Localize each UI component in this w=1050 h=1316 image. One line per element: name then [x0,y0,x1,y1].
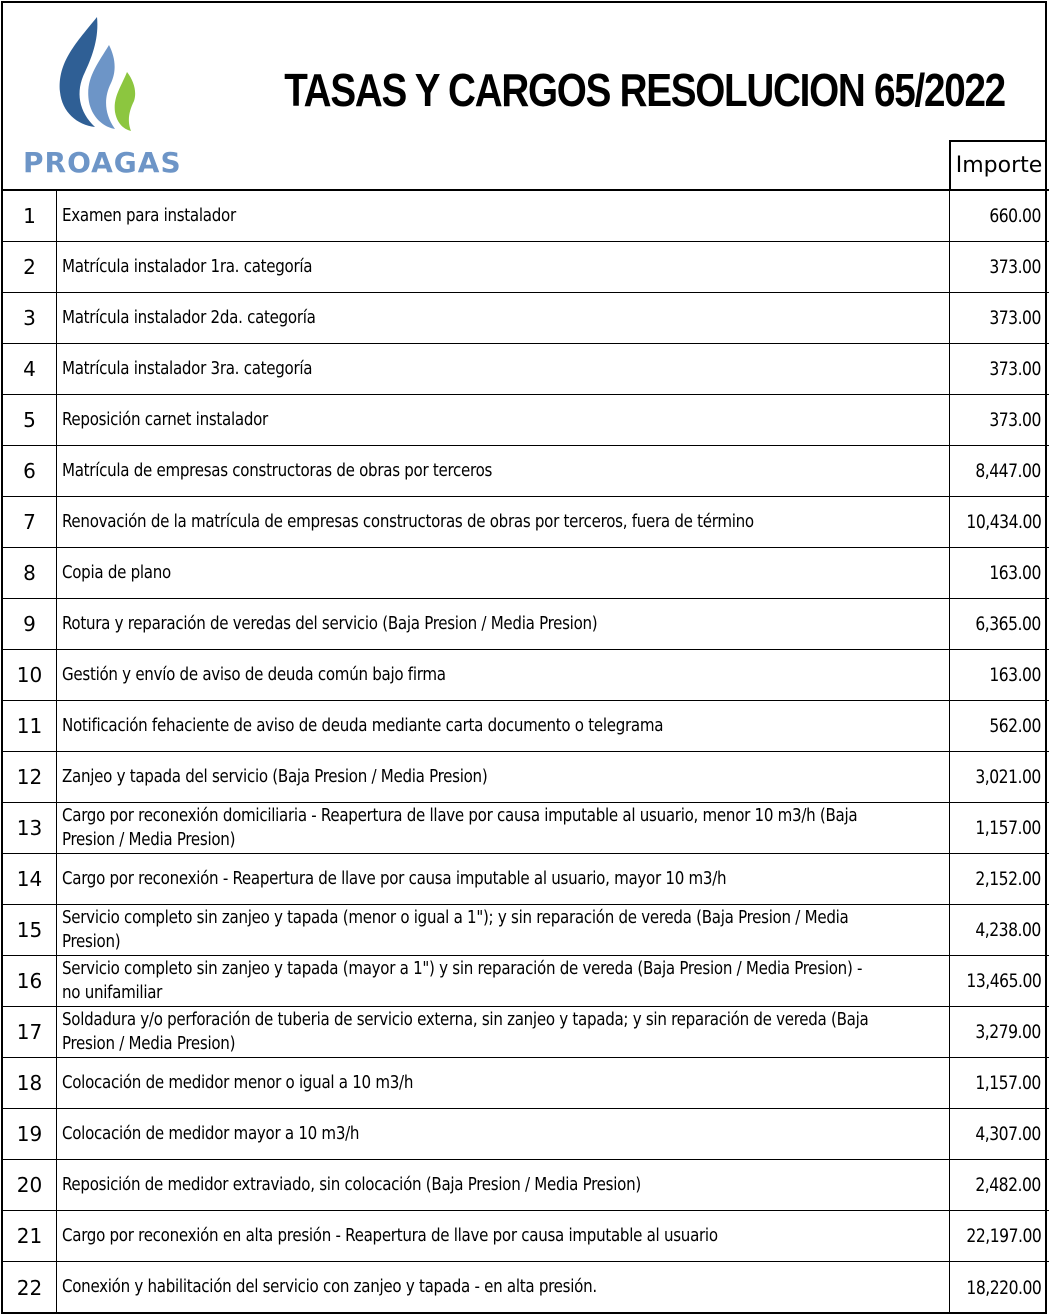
row-number: 6 [3,446,57,496]
row-description: Matrícula instalador 2da. categoría [62,306,316,328]
row-amount: 3,279.00 [975,1021,1041,1043]
table-row [3,548,1049,599]
row-description: Soldadura y/o perforación de tuberia de servicio externa, sin zanjeo y tapada; y sin reparación de vereda (Baja Presion / Media Presion) [62,1008,869,1054]
row-amount-cell [949,191,1049,241]
row-description-cell [62,293,942,343]
table-row [3,752,1049,803]
table-row [3,1211,1049,1262]
row-number: 1 [3,191,57,241]
row-description-cell [62,1262,942,1313]
table-row [3,446,1049,497]
row-description-cell [62,1109,942,1159]
sheet-header [3,3,1049,191]
rates-table [3,191,1049,1313]
row-amount-cell [949,650,1049,700]
row-description: Rotura y reparación de veredas del servicio (Baja Presion / Media Presion) [62,612,598,634]
row-description: Examen para instalador [62,204,236,226]
row-amount-cell [949,1058,1049,1108]
row-amount: 2,482.00 [975,1174,1041,1196]
row-amount: 373.00 [989,256,1041,278]
row-description-cell [62,905,942,955]
row-number: 7 [3,497,57,547]
row-amount: 18,220.00 [966,1276,1041,1299]
row-amount-cell [949,701,1049,751]
rates-sheet [1,1,1047,1314]
row-amount-cell [949,497,1049,547]
row-description-cell [62,650,942,700]
row-amount: 2,152.00 [975,868,1041,890]
table-row [3,803,1049,854]
row-description-cell [62,599,942,649]
row-number: 4 [3,344,57,394]
row-number: 14 [3,854,57,904]
table-row [3,1160,1049,1211]
row-description-cell [62,701,942,751]
row-amount-cell [949,1007,1049,1057]
table-row [3,242,1049,293]
row-amount-cell [949,956,1049,1006]
row-amount: 373.00 [989,358,1041,380]
row-description: Cargo por reconexión domiciliaria - Reapertura de llave por causa imputable al usuario, menor 10 m3/h (Baja Presion / Media Presion) [62,804,858,850]
row-description: Matrícula de empresas constructoras de obras por terceros [62,459,493,481]
row-description: Matrícula instalador 1ra. categoría [62,255,313,277]
row-number: 5 [3,395,57,445]
gas-flame-icon [57,17,157,142]
table-row [3,599,1049,650]
table-row [3,1058,1049,1109]
row-description-cell [62,956,942,1006]
table-row [3,344,1049,395]
row-amount: 3,021.00 [975,766,1041,788]
row-number: 10 [3,650,57,700]
row-description: Servicio completo sin zanjeo y tapada (mayor a 1") y sin reparación de vereda (Baja Presion / Media Presion) - no unifamiliar [62,957,863,1003]
row-number: 11 [3,701,57,751]
row-description-cell [62,1160,942,1210]
row-amount-cell [949,1160,1049,1210]
row-amount: 163.00 [989,664,1041,686]
row-amount-cell [949,599,1049,649]
row-amount-cell [949,344,1049,394]
row-amount: 562.00 [989,715,1041,737]
table-row [3,650,1049,701]
row-amount: 163.00 [989,562,1041,584]
row-amount-cell [949,242,1049,292]
table-row [3,293,1049,344]
row-number: 22 [3,1262,57,1313]
row-amount: 10,434.00 [966,511,1041,533]
row-number: 18 [3,1058,57,1108]
row-amount: 22,197.00 [966,1225,1041,1247]
row-number: 20 [3,1160,57,1210]
row-number: 19 [3,1109,57,1159]
row-amount-cell [949,446,1049,496]
row-description: Copia de plano [62,561,171,583]
row-description: Colocación de medidor menor o igual a 10 m3/h [62,1071,414,1093]
row-description-cell [62,1058,942,1108]
row-number: 9 [3,599,57,649]
row-amount: 6,365.00 [975,613,1041,635]
row-amount: 1,157.00 [975,817,1041,839]
row-description: Cargo por reconexión - Reapertura de llave por causa imputable al usuario, mayor 10 m3/h [62,867,727,889]
row-description-cell [62,395,942,445]
row-description-cell [62,446,942,496]
row-description-cell [62,497,942,547]
row-description-cell [62,191,942,241]
row-amount-cell [949,854,1049,904]
row-description: Zanjeo y tapada del servicio (Baja Presion / Media Presion) [62,765,488,787]
row-description-cell [62,548,942,598]
row-amount-cell [949,293,1049,343]
row-amount-cell [949,548,1049,598]
row-description: Cargo por reconexión en alta presión - Reapertura de llave por causa imputable al usuario [62,1224,718,1246]
row-amount: 8,447.00 [975,460,1041,482]
row-number: 17 [3,1007,57,1057]
proagas-logo [21,13,181,183]
row-amount: 13,465.00 [966,970,1041,992]
row-description: Conexión y habilitación del servicio con zanjeo y tapada - en alta presión. [62,1276,597,1298]
row-description-cell [62,1007,942,1057]
row-amount: 1,157.00 [975,1072,1041,1094]
row-amount-cell [949,752,1049,802]
row-description-cell [62,803,942,853]
table-row [3,1262,1049,1313]
table-row [3,1007,1049,1058]
row-amount-cell [949,1211,1049,1261]
logo-text: PROAGAS [23,146,182,179]
row-amount-cell [949,905,1049,955]
row-number: 12 [3,752,57,802]
table-row [3,905,1049,956]
row-description-cell [62,344,942,394]
row-amount-cell [949,395,1049,445]
row-description: Gestión y envío de aviso de deuda común bajo firma [62,663,446,685]
row-number: 16 [3,956,57,1006]
row-description: Matrícula instalador 3ra. categoría [62,357,313,379]
table-row [3,701,1049,752]
row-number: 15 [3,905,57,955]
row-description-cell [62,242,942,292]
row-number: 8 [3,548,57,598]
row-description: Reposición de medidor extraviado, sin colocación (Baja Presion / Media Presion) [62,1173,641,1195]
row-number: 3 [3,293,57,343]
row-amount: 660.00 [989,205,1041,227]
row-amount: 4,238.00 [975,919,1041,941]
row-description-cell [62,854,942,904]
row-description: Renovación de la matrícula de empresas constructoras de obras por terceros, fuera de término [62,510,754,532]
row-description: Servicio completo sin zanjeo y tapada (menor o igual a 1"); y sin reparación de vereda (Baja Presion / Media Presion) [62,906,849,952]
table-row [3,191,1049,242]
row-amount: 4,307.00 [975,1123,1041,1145]
row-number: 2 [3,242,57,292]
table-row [3,497,1049,548]
page-title: TASAS Y CARGOS RESOLUCION 65/2022 [284,64,1005,116]
row-description: Colocación de medidor mayor a 10 m3/h [62,1122,360,1144]
row-description-cell [62,1211,942,1261]
table-row [3,395,1049,446]
row-description: Reposición carnet instalador [62,408,268,430]
row-amount-cell [949,803,1049,853]
row-number: 13 [3,803,57,853]
importe-column-header: Importe [949,140,1047,189]
row-description-cell [62,752,942,802]
table-row [3,956,1049,1007]
row-amount: 373.00 [989,409,1041,431]
table-row [3,1109,1049,1160]
row-number: 21 [3,1211,57,1261]
table-row [3,854,1049,905]
row-amount-cell [949,1262,1049,1313]
row-description: Notificación fehaciente de aviso de deuda mediante carta documento o telegrama [62,714,664,736]
row-amount: 373.00 [989,307,1041,329]
row-amount-cell [949,1109,1049,1159]
